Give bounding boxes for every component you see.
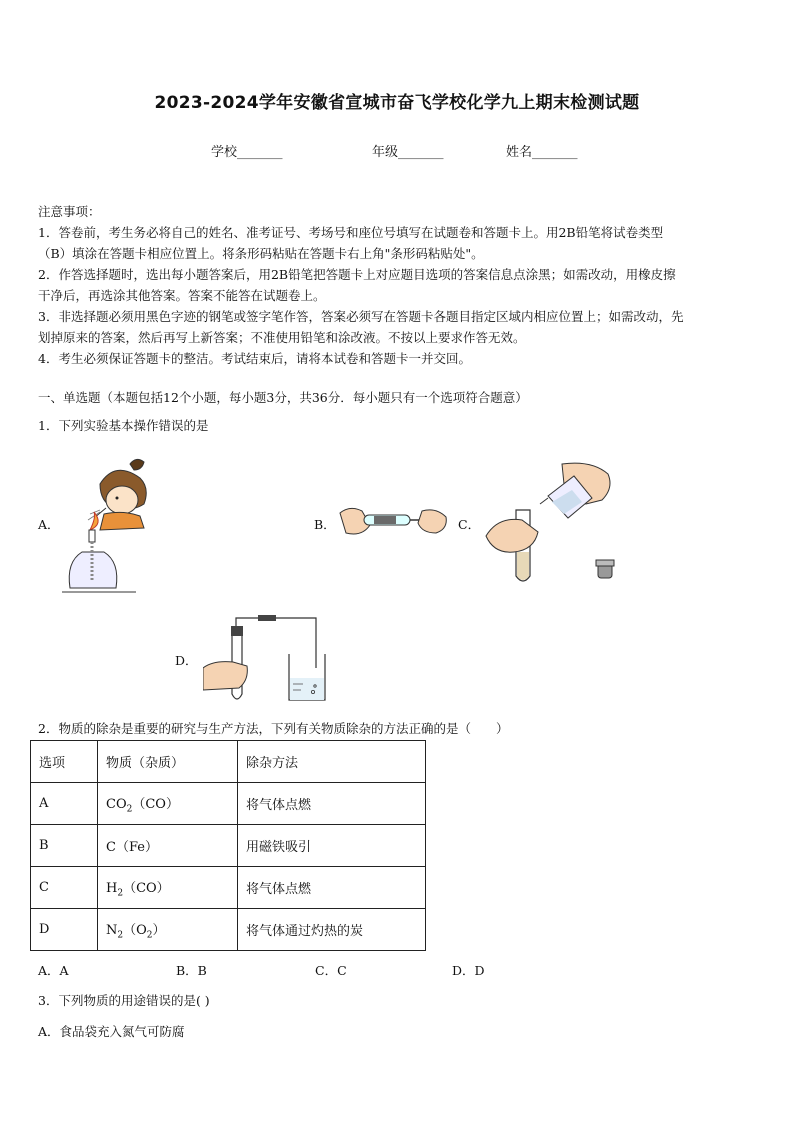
notice-line: 干净后，再选涂其他答案。答案不能答在试题卷上。 xyxy=(38,288,326,303)
impurity-removal-table xyxy=(30,740,426,951)
method-cell: 将气体通过灼热的炭 xyxy=(238,909,426,951)
airtightness-check-illustration xyxy=(203,612,331,708)
substance-cell: C（Fe） xyxy=(98,825,238,867)
name-field: 姓名_______ xyxy=(506,145,578,160)
substance-cell: $CO_2(CO)$ xyxy=(98,783,238,825)
option-cell: A xyxy=(31,783,98,825)
notice-line: 划掉原来的答案，然后再写上新答案；不准使用铅笔和涂改液。不按以上要求作答无效。 xyxy=(38,330,526,345)
method-cell: 用磁铁吸引 xyxy=(238,825,426,867)
notice-line: 2．作答选择题时，选出每小题答案后，用2B铅笔把答题卡上对应题目选项的答案信息点涂黑；如需改动，用橡皮擦 xyxy=(38,267,676,282)
q1-option-b-label: B． xyxy=(314,517,336,532)
question-1-stem: 1．下列实验基本操作错误的是 xyxy=(38,418,209,433)
q1-option-c-label: C． xyxy=(458,517,481,532)
substance-cell: $H_2(CO)$ xyxy=(98,867,238,909)
method-cell: 将气体点燃 xyxy=(238,867,426,909)
notice-line: 3．非选择题必须用黑色字迹的钢笔或签字笔作答，答案必须写在答题卡各题目指定区域内相应位置上；如需改动，先 xyxy=(38,309,684,324)
header-cell: 物质（杂质） xyxy=(98,741,238,783)
q3-option-a: A．食品袋充入氮气可防腐 xyxy=(38,1024,185,1039)
substance-cell: $N_2(O_2)$ xyxy=(98,909,238,951)
option-cell: B xyxy=(31,825,98,867)
table-row xyxy=(31,909,426,951)
method-cell: 将气体点燃 xyxy=(238,783,426,825)
q1-option-a-label: A． xyxy=(38,517,60,532)
question-3-stem: 3．下列物质的用途错误的是( ) xyxy=(38,993,210,1008)
notice-line: （B）填涂在答题卡相应位置上。将条形码粘贴在答题卡右上角"条形码粘贴处"。 xyxy=(38,246,484,261)
header-cell: 除杂方法 xyxy=(238,741,426,783)
pouring-liquid-illustration xyxy=(482,462,632,588)
q2-answer-b: B．B xyxy=(176,963,207,978)
table-header-row xyxy=(31,741,426,783)
alcohol-lamp-illustration xyxy=(60,456,160,598)
q2-answer-a: A．A xyxy=(38,963,69,978)
notice-line: 4．考生必须保证答题卡的整洁。考试结束后，请将本试卷和答题卡一并交回。 xyxy=(38,351,471,366)
notice-heading: 注意事项： xyxy=(38,204,101,219)
notice-line: 1．答卷前，考生务必将自己的姓名、准考证号、考场号和座位号填写在试题卷和答题卡上。用2B铅笔将试卷类型 xyxy=(38,225,664,240)
question-2-stem: 2．物质的除杂是重要的研究与生产方法，下列有关物质除杂的方法正确的是（ ） xyxy=(38,721,509,736)
notice-block xyxy=(38,201,763,369)
section-heading: 一、单选题（本题包括12个小题，每小题3分，共36分．每小题只有一个选项符合题意） xyxy=(38,390,528,405)
test-tube-hands-illustration xyxy=(338,505,450,537)
header-cell: 选项 xyxy=(31,741,98,783)
option-cell: D xyxy=(31,909,98,951)
table-row xyxy=(31,783,426,825)
option-cell: C xyxy=(31,867,98,909)
q1-option-d-label: D． xyxy=(175,653,198,668)
school-field: 学校_______ xyxy=(211,145,283,160)
q2-answer-d: D．D xyxy=(452,963,485,978)
page-title: 2023-2024学年安徽省宣城市奋飞学校化学九上期末检测试题 xyxy=(154,93,640,113)
table-row xyxy=(31,867,426,909)
q2-answer-c: C．C xyxy=(315,963,347,978)
table-row xyxy=(31,825,426,867)
grade-field: 年级_______ xyxy=(372,145,444,160)
